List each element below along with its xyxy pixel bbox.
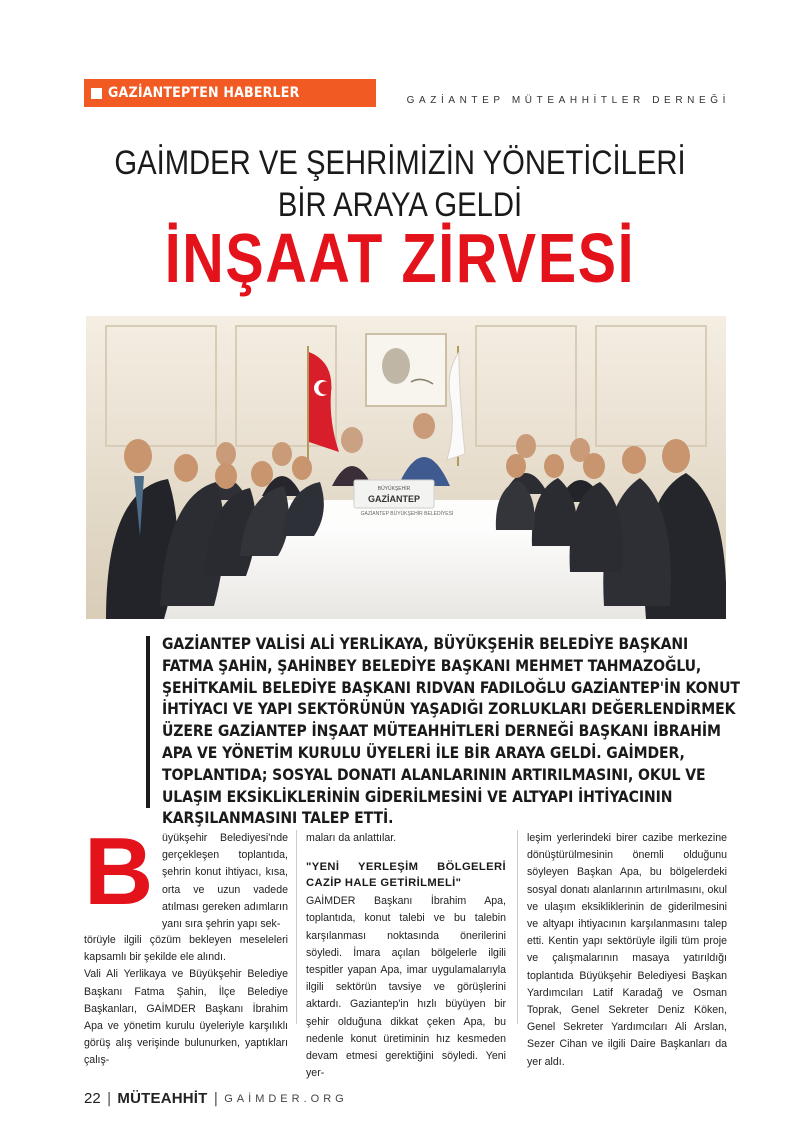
footer <box>84 1090 348 1107</box>
box-label-top: BÜYÜKŞEHİR <box>377 486 411 492</box>
column-rule <box>517 830 518 1024</box>
page-number: 22 <box>84 1090 101 1107</box>
body-paragraph: üyükşehir Belediyesi'nde gerçekleşen toplantıda, şehrin konut ihtiyacı, kısa, orta ve uzun vadede atılması gereken adımların yanı sıra şehrin yapı sek- <box>162 832 288 931</box>
section-label: GAZİANTEPTEN HABERLER <box>108 85 300 101</box>
body-paragraph: leşim yerlerindeki birer cazibe merkezine dönüştürülmesinin önemli olduğunu söyleyen Başkan Apa, bu bölgelerdeki sosyal donatı alanlarının artırılmasını, okul ve ulaşım eksikliklerinin de giderilmesini ve altyapı ihtiyacının karşılanmasını talep etti. Kentin yapı sektörüyle ilgili tüm proje ve çalışmalarının masaya yatırıldığı toplantıda Büyükşehir Belediyesi Başkan Yardımcıları Latif Karadağ ve Osman Toprak, Genel Sekreter Deniz Köken, Genel Sekreter Yardımcıları Ali Arslan, Sezer Cihan ve ilgili Daire Başkanları da yer aldı. <box>527 832 727 1068</box>
box-label-main: GAZİANTEP <box>367 494 421 504</box>
body-paragraph: GAİMDER Başkanı İbrahim Apa, toplantıda, konut talebi ve bu talebin karşılanması noktasında önerilerini söyledi. İmara açılan bölgelerle ilgili tespitler yapan Apa, imar uygulamalarıyla ilgili sektörün tavsiye ve görüşlerini aktardı. Gaziantep'in hızlı büyüyen bir şehir olduğuna dikkat çeken Apa, bu nedenle konut üretiminin hız kesmeden devam etmesi gerektiğini söyledi. Yeni yer- <box>306 895 506 1080</box>
headline: İNŞAAT ZİRVESİ <box>164 219 636 297</box>
website: GAİMDER.ORG <box>224 1092 348 1105</box>
square-icon <box>91 88 102 99</box>
footer-separator: | <box>213 1090 219 1107</box>
column-rule <box>296 830 297 1024</box>
name-plate: GAZİANTEP BÜYÜKŞEHİR BELEDİYESİ <box>360 511 454 517</box>
body-col1-bottom <box>84 932 288 1070</box>
section-tag <box>84 79 376 107</box>
body-col1-top <box>162 830 288 933</box>
title-line-1: GAİMDER VE ŞEHRİMİZİN YÖNETİCİLERİ <box>114 144 686 182</box>
dropcap: B <box>84 818 154 925</box>
subheading: "YENİ YERLEŞİM BÖLGELERİ CAZİP HALE GETİRİLMELİ" <box>306 861 506 890</box>
body-paragraph: törüyle ilgili çözüm bekleyen meseleleri kapsamlı bir şekilde ele alındı. <box>84 934 288 964</box>
title-line-2: BİR ARAYA GELDİ <box>277 186 523 224</box>
intro-bar <box>146 636 150 808</box>
body-paragraph: Vali Ali Yerlikaya ve Büyükşehir Belediye Başkanı Fatma Şahin, İlçe Belediye Başkanları, GAİMDER Başkanı İbrahim Apa ve yönetim kurulu üyeleriyle karşılıklı görüş alış verişinde bulunurken, yaptıkları çalış- <box>84 968 288 1067</box>
magazine-name: MÜTEAHHİT <box>117 1090 208 1107</box>
org-name: GAZİANTEP MÜTEAHHİTLER DERNEĞİ <box>406 95 730 106</box>
body-col2 <box>306 830 506 1082</box>
body-col3 <box>527 830 727 1071</box>
footer-separator: | <box>106 1090 112 1107</box>
body-paragraph: maları da anlattılar. <box>306 832 397 844</box>
intro-lead: GAZİANTEP VALİSİ ALİ YERLİKAYA, BÜYÜKŞEHİR BELEDİYE BAŞKANI FATMA ŞAHİN, ŞAHİNBEY BELEDİYE BAŞKANI MEHMET TAHMAZOĞLU, ŞEHİTKAMİL BELEDİYE BAŞKANI RIDVAN FADILOĞLU GAZİANTEP'İN KONUT İHTİYACI VE YAPI SEKTÖRÜNÜN YAŞADIĞI ZORLUKLARI DEĞERLENDİRMEK ÜZERE GAZİANTEP İNŞAAT MÜTEAHHİTLERİ DERNEĞİ BAŞKANI İBRAHİM APA VE YÖNETİM KURULU ÜYELERİ İLE BİR ARAYA GELDİ. GAİMDER, TOPLANTIDA; SOSYAL DONATI ALANLARININ ARTIRILMASINI, OKUL VE ULAŞIM EKSİKLİKLERİNİN GİDERİLMESİNİ VE ALTYAPI İHTİYACININ KARŞILANMASINI TALEP ETTİ. <box>162 635 740 828</box>
meeting-photo <box>86 316 726 619</box>
